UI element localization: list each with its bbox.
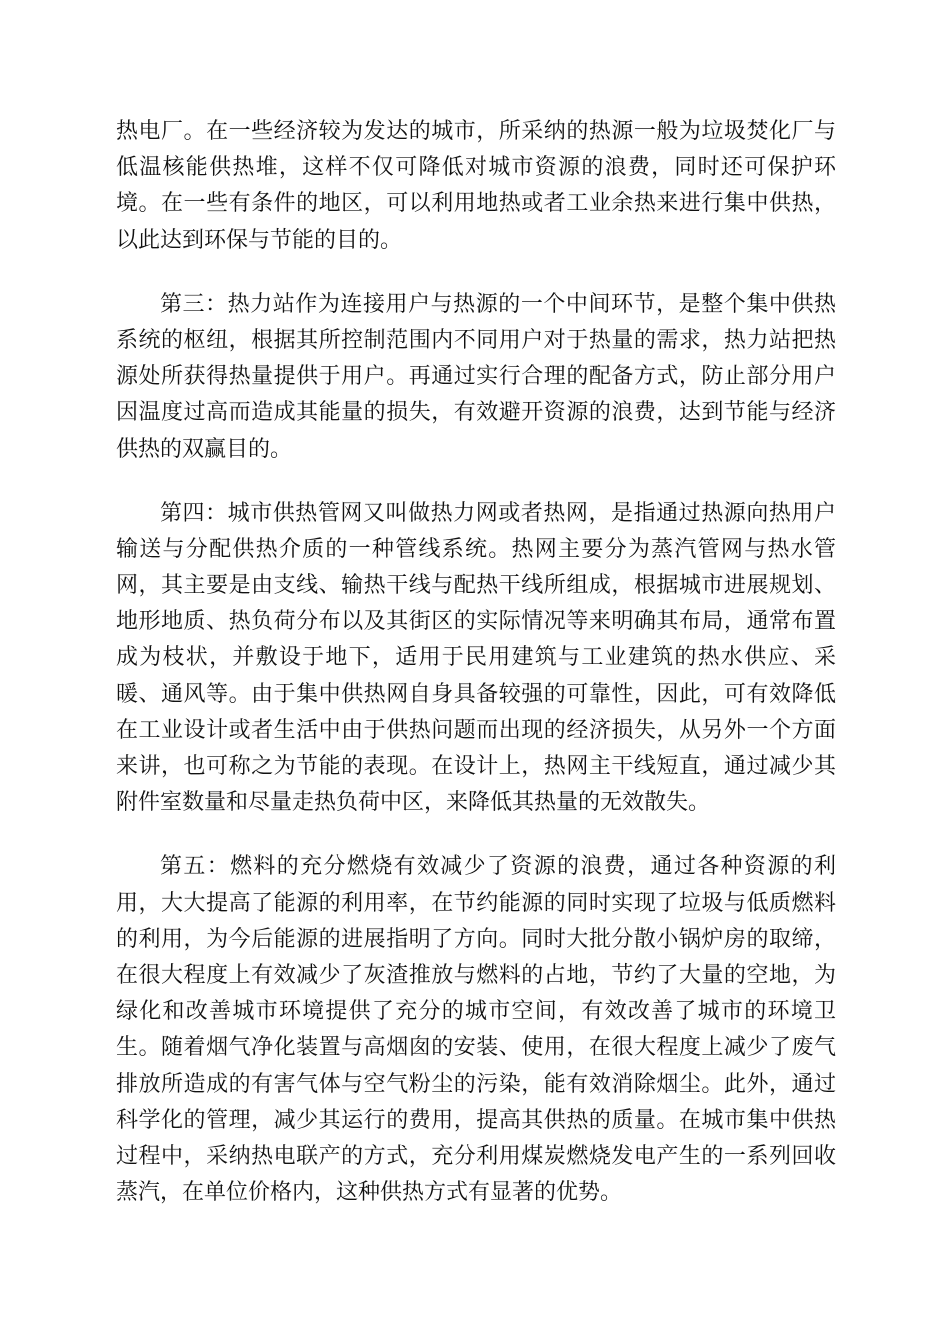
text-line: 绿化和改善城市环境提供了充分的城市空间，有效改善了城市的环境卫 [116,999,836,1025]
text-line: 网，其主要是由支线、输热干线与配热干线所组成，根据城市进展规划、 [116,573,836,599]
text-line: 科学化的管理，减少其运行的费用，提高其供热的质量。在城市集中供热 [116,1107,836,1133]
text-line: 用，大大提高了能源的利用率，在节约能源的同时实现了垃圾与低质燃料 [116,890,836,916]
text-line: 境。在一些有条件的地区，可以利用地热或者工业余热来进行集中供热， [116,191,836,217]
text-line: 生。随着烟气净化装置与高烟囱的安装、使用，在很大程度上减少了废气 [116,1035,836,1061]
text-line: 供热的双赢目的。 [116,436,293,462]
text-line: 蒸汽，在单位价格内，这种供热方式有显著的优势。 [116,1180,623,1206]
text-line: 排放所造成的有害气体与空气粉尘的污染，能有效消除烟尘。此外，通过 [116,1071,836,1097]
paragraph [116,287,836,468]
paragraph-gap [116,259,836,287]
text-line: 第三：热力站作为连接用户与热源的一个中间环节，是整个集中供热 [160,291,836,317]
text-line: 成为枝状，并敷设于地下，适用于民用建筑与工业建筑的热水供应、采 [116,645,836,671]
document-body [116,114,836,1211]
paragraph [116,114,836,259]
text-line: 暖、通风等。由于集中供热网自身具备较强的可靠性，因此，可有效降低 [116,681,836,707]
paragraph [116,849,836,1211]
paragraph [116,496,836,822]
text-line: 附件室数量和尽量走热负荷中区，来降低其热量的无效散失。 [116,790,711,816]
text-line: 在工业设计或者生活中由于供热问题而出现的经济损失，从另外一个方面 [116,717,836,743]
paragraph-gap [116,821,836,849]
paragraph-gap [116,468,836,496]
text-line: 系统的枢纽，根据其所控制范围内不同用户对于热量的需求，热力站把热 [116,327,836,353]
text-line: 在很大程度上有效减少了灰渣推放与燃料的占地，节约了大量的空地，为 [116,962,836,988]
text-line: 地形地质、热负荷分布以及其街区的实际情况等来明确其布局，通常布置 [116,609,836,635]
text-line: 低温核能供热堆，这样不仅可降低对城市资源的浪费，同时还可保护环 [116,155,836,181]
text-line: 热电厂。在一些经济较为发达的城市，所采纳的热源一般为垃圾焚化厂与 [116,119,836,144]
text-line: 第五：燃料的充分燃烧有效减少了资源的浪费，通过各种资源的利 [160,854,836,880]
text-line: 输送与分配供热介质的一种管线系统。热网主要分为蒸汽管网与热水管 [116,536,836,562]
text-line: 的利用，为今后能源的进展指明了方向。同时大批分散小锅炉房的取缔， [116,926,836,952]
text-line: 来讲，也可称之为节能的表现。在设计上，热网主干线短直，通过减少其 [116,754,836,779]
text-line: 源处所获得热量提供于用户。再通过实行合理的配备方式，防止部分用户 [116,364,836,390]
text-line: 第四：城市供热管网又叫做热力网或者热网，是指通过热源向热用户 [160,500,836,526]
text-line: 过程中，采纳热电联产的方式，充分利用煤炭燃烧发电产生的一系列回收 [116,1143,836,1169]
text-line: 以此达到环保与节能的目的。 [116,227,403,253]
text-line: 因温度过高而造成其能量的损失，有效避开资源的浪费，达到节能与经济 [116,400,836,426]
